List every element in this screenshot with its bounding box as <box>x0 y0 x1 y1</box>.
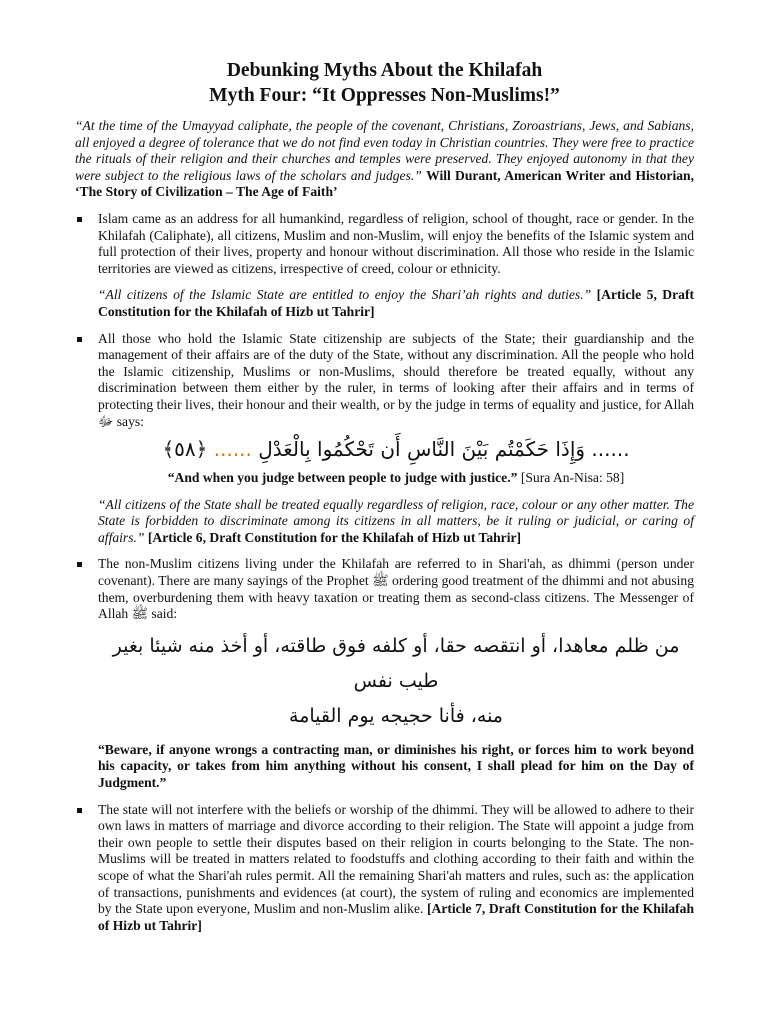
article5-quote-paragraph <box>75 287 694 320</box>
title-block <box>75 58 694 108</box>
hadith-translation: “Beware, if anyone wrongs a contracting man, or diminishes his right, or forces him to work beyond his capacity, or takes from him anything without his consent, I shall plead for him on the Day of Judgment.” <box>98 741 694 791</box>
verse-dots-lead: ...... <box>591 437 630 462</box>
bullet-text: All those who hold the Islamic State citizenship are subjects of the State; their guardianship and the management of their affairs are of the duty of the State, without any discrimination. All the people who hold the Islamic citizenship, Muslims or non-Muslims, should therefore be treated equally, without any discrimination between them either by the ruler, in terms of looking after their affairs and in terms of protecting their lives, their honour and their wealth, or by the judge in terms of equality and justice, for Allah ﷻ says: <box>98 330 694 429</box>
article6-quote-paragraph <box>75 497 694 547</box>
article5-reference: [Article 5, Draft Constitution for the Khilafah of Hizb ut Tahrir] <box>98 287 695 319</box>
intro-quote: “At the time of the Umayyad caliphate, the people of the covenant, Christians, Zoroastrians, Jews, and Sabians, all enjoyed a degree of tolerance that we do not find even today in Christian countries. They were free to practice the rituals of their religion and their churches and temples were preserved. They enjoyed autonomy in that they were subject to the religious laws of the scholars and judges.” <box>75 118 694 183</box>
bullet-list <box>75 556 694 622</box>
article7-reference: [Article 7, Draft Constitution for the Khilafah of Hizb ut Tahrir] <box>98 901 694 933</box>
intro-quote-attribution: Will Durant, American Writer and Historian, ‘The Story of Civilization – The Age of Faith’ <box>75 167 694 200</box>
bullet-item-dhimmi <box>75 556 694 622</box>
verse-translation: “And when you judge between people to judge with justice.” <box>167 470 518 486</box>
article6-reference: [Article 6, Draft Constitution for the Khilafah of Hizb ut Tahrir] <box>147 529 522 545</box>
bullet-list <box>75 331 694 431</box>
bullet-item-worship <box>75 802 694 935</box>
verse-source: [Sura An-Nisa: 58] <box>520 470 625 486</box>
verse-dots-trail: ...... <box>213 437 252 462</box>
bullet-list <box>75 211 694 277</box>
ayah-marker: ﴿٥٨﴾ <box>162 437 208 462</box>
bullet-list <box>75 802 694 935</box>
hadith-arabic-line1: من ظلم معاهدا، أو انتقصه حقا، أو كلفه فوق طاقته، أو أخذ منه شيئا بغير طيب نفس <box>112 634 680 692</box>
bullet-text: Islam came as an address for all humankind, regardless of religion, school of thought, race or gender. In the Khilafah (Caliphate), all citizens, Muslim and non-Muslim, will enjoy the benefits of the Islamic system and full protection of their lives, property and honour without discrimination. All those who reside in the Islamic territories are viewed as citizens, irrespective of creed, colour or ethnicity. <box>98 210 694 276</box>
bullet-item-equality <box>75 331 694 431</box>
quran-verse <box>75 434 694 464</box>
article6-quote: “All citizens of the State shall be treated equally regardless of religion, race, colour or any other matter. The State is forbidden to discriminate among its citizens in all matters, be it ruling or judicial, or caring of affairs.” <box>98 496 694 545</box>
document-subtitle: Myth Four: “It Oppresses Non-Muslims!” <box>209 85 560 106</box>
article5-quote: “All citizens of the Islamic State are entitled to enjoy the Shari’ah rights and duties.” <box>98 287 592 303</box>
bullet-text: The non-Muslim citizens living under the Khilafah are referred to in Shari'ah, as dhimmi (person under covenant). There are many sayings of the Prophet ﷺ ordering good treatment of the dhimmi and not abusing them, overburdening them with heavy taxation or treating them as second-class citizens. The Messenger of Allah ﷺ said: <box>98 556 694 622</box>
hadith-arabic <box>75 629 694 734</box>
bullet-item-citizens <box>75 211 694 277</box>
verse-arabic: وَإِذَا حَكَمْتُم بَيْنَ النَّاسِ أَن تَحْكُمُوا بِالْعَدْلِ <box>258 437 586 462</box>
verse-translation-paragraph <box>75 470 694 487</box>
document-title: Debunking Myths About the Khilafah <box>226 60 543 81</box>
hadith-arabic-line2: منه، فأنا حجيجه يوم القيامة <box>289 704 503 727</box>
intro-quote-paragraph <box>75 118 694 201</box>
bullet-text: The state will not interfere with the beliefs or worship of the dhimmi. They will be allowed to adhere to their own laws in matters of marriage and divorce according to their religion. The State will appoint a judge from their own people to settle their disputes based on their religion in courts belonging to the State. The non-Muslims will be treated in matters related to foodstuffs and clothing according to their faith and within the scope of what the Shari'ah rules permit. All the remaining Shari'ah matters and rules, such as: the application of transactions, punishments and evidences (at court), the system of ruling and economics are implemented by the State upon everyone, Muslim and non-Muslim alike. <box>98 801 694 917</box>
